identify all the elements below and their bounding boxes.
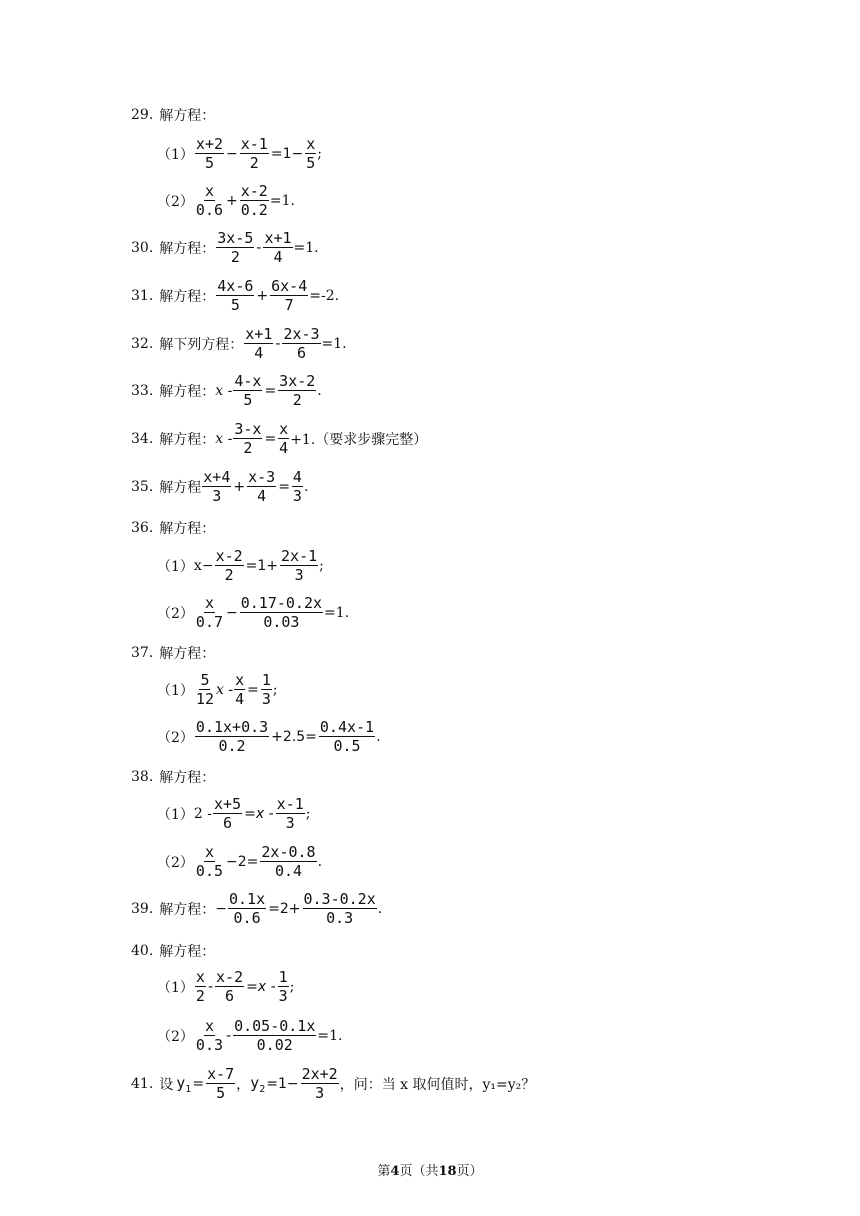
fraction: [278, 421, 289, 457]
operator: =x -: [246, 979, 276, 995]
denominator: 5: [230, 296, 240, 314]
equation-prefix: x−: [193, 558, 214, 574]
numerator: x: [306, 135, 316, 153]
fraction: [215, 548, 244, 584]
operator: −2=: [226, 854, 259, 870]
equation-end: ;: [305, 806, 311, 822]
denominator: 4: [279, 439, 289, 457]
numerator: x+2: [195, 135, 224, 153]
operator: +: [256, 288, 269, 304]
numerator: 0.05-0.1x: [234, 1017, 316, 1035]
fraction: [301, 1066, 339, 1102]
denominator: 2: [243, 439, 253, 457]
numerator: 0.1x: [229, 890, 266, 908]
numerator: x: [204, 594, 214, 612]
problem-number: 34.: [131, 431, 154, 447]
numerator: 0.4x-1: [319, 718, 375, 736]
numerator: x+1: [245, 325, 273, 343]
fraction: [278, 969, 289, 1005]
denominator: 6: [223, 814, 233, 832]
numerator: 0.3-0.2x: [303, 890, 376, 908]
operator: -: [275, 336, 281, 352]
numerator: 6x-4: [271, 277, 308, 295]
numerator: x+4: [203, 468, 231, 486]
problem-number: 40.: [131, 943, 154, 959]
part-label: （2）: [157, 855, 194, 871]
denominator: 4: [235, 690, 245, 708]
denominator: 0.3: [195, 1036, 224, 1054]
problem-35: [131, 469, 308, 505]
fraction: [233, 421, 262, 457]
problem-title: 解方程：: [159, 289, 216, 305]
denominator: 4: [254, 344, 264, 362]
operator: =1−: [270, 146, 304, 162]
numerator: 3-x: [234, 420, 262, 438]
fraction: [216, 278, 254, 314]
y2-symbol: [250, 1074, 265, 1095]
problem-number: 37.: [131, 645, 154, 661]
problem-number: 41.: [131, 1076, 154, 1092]
fraction: [240, 595, 323, 631]
numerator: x-3: [248, 468, 276, 486]
part-label: （2）: [157, 730, 194, 746]
operator: =: [264, 431, 277, 447]
fraction: [319, 719, 375, 755]
denominator: 0.2: [218, 737, 246, 755]
part-label: （2）: [157, 606, 194, 622]
denominator: 3: [315, 1084, 325, 1102]
problem-title: 解方程：: [159, 384, 216, 400]
fraction: [195, 672, 215, 708]
equation-end: ;: [317, 146, 322, 162]
problem-number: 39.: [131, 901, 154, 917]
part-label: （1）: [157, 683, 194, 699]
denominator: 0.4: [274, 862, 303, 880]
operator: =1+: [245, 558, 279, 574]
operator: -: [207, 979, 214, 995]
equation-prefix: x -: [215, 431, 233, 447]
problem-39: [131, 891, 382, 927]
problem-37-part-2: [157, 719, 381, 755]
numerator: x: [235, 671, 245, 689]
part-label: （2）: [157, 1029, 194, 1045]
fraction: [213, 796, 242, 832]
problem-40: [131, 941, 215, 961]
problem-number: 31.: [131, 288, 154, 304]
numerator: x: [204, 182, 214, 200]
denominator: 4: [257, 487, 267, 505]
denominator: 0.7: [195, 613, 224, 631]
part-label: （1）: [157, 980, 194, 996]
denominator: 5: [306, 154, 316, 172]
part-label: （1）: [157, 147, 194, 163]
denominator: 6: [296, 344, 306, 362]
denominator: 2: [224, 566, 234, 584]
operator: =: [264, 383, 277, 399]
y1-symbol: [176, 1074, 191, 1095]
page-footer: [0, 1160, 860, 1179]
numerator: 2x-1: [281, 547, 318, 565]
fraction: [234, 672, 245, 708]
footer-suffix: 页）: [456, 1164, 483, 1179]
denominator: 0.03: [263, 613, 300, 631]
y2-letter: y: [250, 1073, 260, 1092]
equation-end: +1.（要求步骤完整）: [290, 432, 428, 448]
fraction: [280, 548, 318, 584]
fraction: [195, 183, 224, 219]
numerator: 2x-3: [283, 325, 320, 343]
equation-end: ;: [319, 558, 324, 574]
numerator: x-7: [207, 1065, 235, 1083]
equation-prefix: −: [215, 901, 227, 917]
numerator: x: [204, 1017, 214, 1035]
fraction: [303, 891, 377, 927]
problem-36-part-2: [157, 595, 349, 631]
numerator: x: [204, 843, 214, 861]
problem-38-part-2: [157, 844, 322, 880]
denominator: 12: [195, 690, 214, 708]
separator: ，: [236, 1077, 251, 1093]
fraction: [270, 278, 308, 314]
numerator: 1: [278, 968, 288, 986]
equation-prefix: x -: [215, 383, 233, 399]
denominator: 5: [204, 154, 214, 172]
y1-subscript: 1: [185, 1083, 192, 1095]
numerator: 3x-5: [217, 229, 254, 247]
fraction: [260, 844, 316, 880]
denominator: 5: [243, 391, 253, 409]
denominator: 5: [216, 1084, 226, 1102]
footer-prefix: 第: [377, 1164, 391, 1179]
fraction: [244, 326, 273, 362]
denominator: 3: [261, 690, 271, 708]
numerator: 4x-6: [217, 277, 254, 295]
problem-37: [131, 643, 215, 663]
problem-title: 解方程: [159, 480, 202, 496]
denominator: 3: [285, 814, 295, 832]
operator: −: [226, 146, 238, 162]
fraction: [216, 230, 254, 266]
problem-number: 36.: [131, 520, 154, 536]
fraction: [206, 1066, 235, 1102]
numerator: 2x-0.8: [261, 843, 316, 861]
problem-36-part-1: [157, 548, 324, 584]
fraction: [195, 719, 269, 755]
problem-title: 解方程：: [159, 432, 216, 448]
fraction: [195, 1018, 224, 1054]
fraction: [233, 373, 262, 409]
problem-36: [131, 518, 215, 538]
fraction: [202, 469, 231, 505]
equation-end: .: [376, 729, 381, 745]
numerator: 0.1x+0.3: [195, 718, 269, 736]
equation-end: .: [317, 383, 322, 399]
problem-title: 解方程：: [159, 770, 216, 786]
problem-29-part-2: [157, 183, 295, 219]
total-pages: 18: [438, 1164, 457, 1179]
fraction: [276, 796, 305, 832]
operator: =: [192, 1076, 205, 1092]
numerator: x-1: [240, 135, 268, 153]
numerator: 1: [261, 671, 271, 689]
numerator: 4-x: [234, 372, 262, 390]
numerator: x: [195, 968, 205, 986]
denominator: 0.5: [333, 737, 361, 755]
operator: =: [278, 479, 290, 495]
equation-end: =1.: [321, 336, 347, 352]
numerator: x: [279, 420, 289, 438]
numerator: x+5: [214, 795, 242, 813]
numerator: 4: [292, 468, 302, 486]
denominator: 3: [278, 987, 288, 1005]
denominator: 4: [273, 248, 283, 266]
problem-40-part-1: [157, 969, 294, 1005]
equation-prefix: 2 -: [193, 806, 213, 822]
operator: =2+: [268, 901, 301, 917]
problem-30: [131, 230, 319, 266]
numerator: 2x+2: [301, 1065, 338, 1083]
problem-34: [131, 421, 427, 457]
operator: -: [256, 240, 262, 256]
denominator: 2: [292, 391, 302, 409]
problem-number: 32.: [131, 336, 154, 352]
fraction: [240, 136, 269, 172]
equation-end: ;: [272, 682, 278, 698]
numerator: 3x-2: [279, 372, 316, 390]
operator: -: [226, 1028, 232, 1044]
problem-38-part-1: [157, 796, 310, 832]
fraction: [278, 373, 316, 409]
fraction: [228, 891, 266, 927]
problem-29: [131, 105, 215, 125]
problem-title: 解下列方程：: [159, 337, 244, 353]
fraction: [195, 844, 224, 880]
part-label: （2）: [157, 194, 194, 210]
denominator: 2: [230, 248, 240, 266]
fraction: [305, 136, 316, 172]
problem-31: [131, 278, 339, 314]
fraction: [195, 595, 224, 631]
denominator: 3: [292, 487, 302, 505]
problem-32: [131, 326, 347, 362]
y1-letter: y: [176, 1073, 186, 1092]
y2-subscript: 2: [259, 1083, 266, 1095]
denominator: 6: [225, 987, 235, 1005]
problem-number: 30.: [131, 240, 154, 256]
denominator: 7: [284, 296, 294, 314]
fraction: [247, 469, 276, 505]
denominator: 3: [212, 487, 222, 505]
problem-38: [131, 767, 215, 787]
problem-37-part-1: [157, 672, 278, 708]
problem-title: 解方程：: [159, 944, 216, 960]
problem-title: 解方程：: [159, 108, 216, 124]
operator: +: [233, 479, 246, 495]
problem-40-part-2: [157, 1018, 342, 1054]
equation-end: .: [317, 854, 323, 870]
fraction: [195, 969, 206, 1005]
problem-title: 设: [159, 1077, 174, 1093]
numerator: x-2: [216, 968, 244, 986]
numerator: 0.17-0.2x: [240, 594, 323, 612]
equation-end: =1.: [269, 193, 295, 209]
denominator: 0.3: [326, 909, 354, 927]
equation-end: =1.: [317, 1028, 343, 1044]
question-text: ，问：当 x 取何值时，y₁=y₂？: [339, 1077, 536, 1093]
fraction: [195, 136, 224, 172]
variable-term: x -: [215, 682, 234, 698]
problem-title: 解方程：: [159, 521, 216, 537]
equation-end: =-2.: [309, 288, 340, 304]
equation-end: =1.: [293, 240, 319, 256]
problem-29-part-1: [157, 136, 322, 172]
denominator: 0.02: [256, 1036, 293, 1054]
problem-number: 38.: [131, 769, 154, 785]
problem-33: [131, 373, 322, 409]
operator: +: [226, 193, 238, 209]
denominator: 3: [294, 566, 304, 584]
operator: =x -: [244, 806, 274, 822]
denominator: 0.6: [195, 201, 224, 219]
denominator: 2: [195, 987, 205, 1005]
numerator: x-2: [240, 182, 268, 200]
footer-mid: 页（共: [399, 1164, 439, 1179]
fraction: [240, 183, 269, 219]
problem-number: 33.: [131, 383, 154, 399]
numerator: x-1: [276, 795, 304, 813]
numerator: 5: [200, 671, 210, 689]
part-label: （1）: [157, 807, 194, 823]
denominator: 0.2: [240, 201, 268, 219]
problem-title: 解方程：: [159, 902, 216, 918]
part-label: （1）: [157, 559, 194, 575]
denominator: 0.6: [233, 909, 261, 927]
numerator: x+1: [264, 229, 292, 247]
equation-end: =1.: [324, 605, 350, 621]
equation-end: ;: [289, 979, 295, 995]
denominator: 2: [249, 154, 259, 172]
fraction: [215, 969, 244, 1005]
fraction: [261, 672, 272, 708]
fraction: [292, 469, 303, 505]
problem-number: 35.: [131, 479, 154, 495]
operator: =: [247, 682, 259, 698]
page-number: 4: [390, 1164, 400, 1179]
fraction: [282, 326, 320, 362]
fraction: [233, 1018, 316, 1054]
equation-end: .: [303, 479, 309, 495]
operator: +2.5=: [271, 729, 317, 745]
problem-title: 解方程：: [159, 241, 216, 257]
operator: −: [226, 605, 238, 621]
numerator: x-2: [215, 547, 243, 565]
denominator: 0.5: [195, 862, 224, 880]
problem-number: 29.: [131, 107, 154, 123]
operator: =1−: [266, 1076, 299, 1092]
fraction: [263, 230, 292, 266]
problem-41: [131, 1066, 535, 1102]
problem-title: 解方程：: [159, 646, 216, 662]
equation-end: .: [377, 901, 383, 917]
